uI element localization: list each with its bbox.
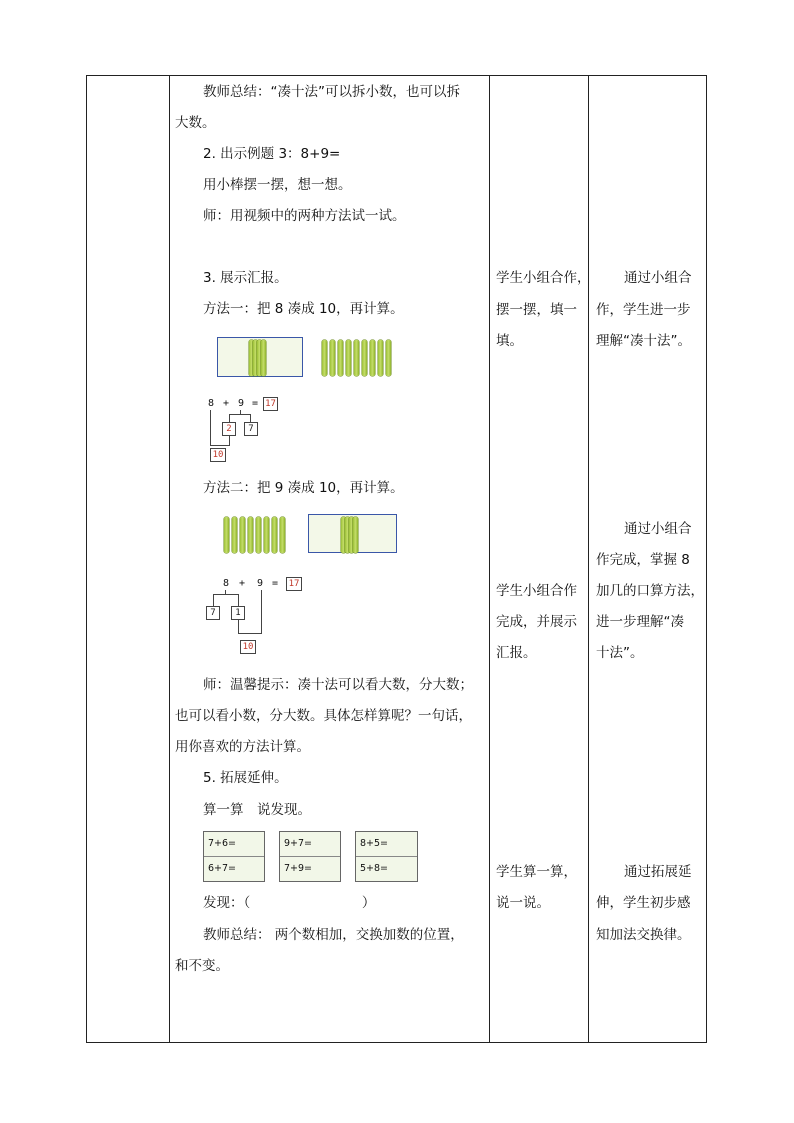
- ten-box: 10: [210, 448, 226, 462]
- split-box-1: 2: [222, 422, 236, 436]
- column-divider: [169, 76, 170, 1042]
- split-box-2: 7: [244, 422, 258, 436]
- equals-sign: =: [272, 578, 279, 589]
- stick: [322, 340, 327, 376]
- stick: [240, 517, 245, 553]
- intent2-line1: 通过小组合: [624, 521, 692, 537]
- connector: [213, 594, 214, 606]
- intent1-line3: 理解“凑十法”。: [596, 333, 691, 349]
- intent2-line2: 作完成，掌握 8: [596, 552, 690, 568]
- tip-line3: 用你喜欢的方法计算。: [175, 739, 310, 755]
- activity2-line2: 完成，并展示: [496, 614, 577, 630]
- connector: [210, 445, 230, 446]
- method2-text: 方法二：把 9 凑成 10，再计算。: [203, 480, 404, 496]
- stick: [264, 517, 269, 553]
- stick: [272, 517, 277, 553]
- connector: [229, 414, 251, 415]
- column-divider: [489, 76, 490, 1042]
- stick: [330, 340, 335, 376]
- connector: [261, 590, 262, 634]
- intent1-line1: 通过小组合: [624, 270, 692, 286]
- intent2-line4: 进一步理解“凑: [596, 614, 684, 630]
- activity1-line3: 填。: [496, 333, 523, 349]
- stick: [232, 517, 237, 553]
- addend-b: 9: [238, 398, 245, 409]
- ten-bundle-box: [217, 337, 303, 377]
- calc-box-3: [355, 831, 418, 882]
- connector: [238, 594, 239, 606]
- activity1-line1: 学生小组合作，: [496, 270, 591, 286]
- plus-sign: +: [239, 578, 246, 589]
- stick: [261, 340, 266, 376]
- intent2-line5: 十法”。: [596, 645, 644, 661]
- split-box-2: 1: [231, 606, 245, 620]
- stick: [378, 340, 383, 376]
- connector: [238, 633, 262, 634]
- intent3-line3: 知加法交换律。: [596, 927, 691, 943]
- column-divider: [588, 76, 589, 1042]
- connector: [238, 620, 239, 634]
- result-box: 17: [286, 577, 302, 591]
- intent3-line2: 伸，学生初步感: [596, 895, 691, 911]
- example3-title: 2. 出示例题 3：8+9=: [203, 146, 341, 162]
- stick: [256, 517, 261, 553]
- equals-sign: =: [252, 398, 259, 409]
- stick: [280, 517, 285, 553]
- calc-expr: 8+5=: [356, 832, 417, 857]
- plus-sign: +: [223, 398, 230, 409]
- connector: [213, 594, 239, 595]
- stick: [338, 340, 343, 376]
- example3-hint: 用小棒摆一摆，想一想。: [203, 177, 352, 193]
- calc-expr: 9+7=: [280, 832, 340, 857]
- connector: [210, 410, 211, 446]
- summary2-line2: 和不变。: [175, 958, 229, 974]
- intent1-line2: 作，学生进一步: [596, 302, 691, 318]
- stick: [224, 517, 229, 553]
- connector: [250, 414, 251, 422]
- stick: [386, 340, 391, 376]
- ten-bundle-box: [308, 514, 397, 553]
- calc-expr: 7+6=: [204, 832, 264, 857]
- summary2-line1: 教师总结： 两个数相加，交换加数的位置，: [203, 927, 464, 943]
- tip-line2: 也可以看小数，分大数。具体怎样算呢？一句话，: [175, 708, 472, 724]
- activity2-line1: 学生小组合作: [496, 583, 577, 599]
- summary1-line1: 教师总结：“凑十法”可以拆小数，也可以拆: [203, 84, 460, 100]
- summary1-line2: 大数。: [175, 115, 216, 131]
- addend-b: 9: [257, 578, 264, 589]
- stick: [353, 517, 358, 553]
- stick: [346, 340, 351, 376]
- connector: [229, 436, 230, 446]
- connector: [229, 414, 230, 422]
- extend-task: 算一算 说发现。: [203, 802, 311, 818]
- calc-expr: 6+7=: [208, 862, 237, 874]
- calc-expr: 7+9=: [284, 862, 313, 874]
- addend-a: 8: [208, 398, 215, 409]
- calc-box-1: [203, 831, 265, 882]
- activity3-line2: 说一说。: [496, 895, 550, 911]
- report-title: 3. 展示汇报。: [203, 270, 288, 286]
- stick: [362, 340, 367, 376]
- addend-a: 8: [223, 578, 230, 589]
- result-box: 17: [263, 397, 278, 411]
- activity1-line2: 摆一摆，填一: [496, 302, 577, 318]
- intent2-line3: 加几的口算方法，: [596, 583, 704, 599]
- calc-box-2: [279, 831, 341, 882]
- calc-expr: 5+8=: [360, 862, 389, 874]
- stick: [354, 340, 359, 376]
- intent3-line1: 通过拓展延: [624, 864, 692, 880]
- extend-title: 5. 拓展延伸。: [203, 770, 288, 786]
- split-box-1: 7: [206, 606, 220, 620]
- method1-text: 方法一：把 8 凑成 10，再计算。: [203, 301, 404, 317]
- ten-box: 10: [240, 640, 256, 654]
- example3-teacher: 师：用视频中的两种方法试一试。: [203, 208, 406, 224]
- stick: [370, 340, 375, 376]
- tip-line1: 师：温馨提示：凑十法可以看大数，分大数；: [203, 677, 473, 693]
- activity2-line3: 汇报。: [496, 645, 537, 661]
- discover-line: 发现：（ ）: [203, 895, 376, 911]
- stick: [248, 517, 253, 553]
- activity3-line1: 学生算一算，: [496, 864, 577, 880]
